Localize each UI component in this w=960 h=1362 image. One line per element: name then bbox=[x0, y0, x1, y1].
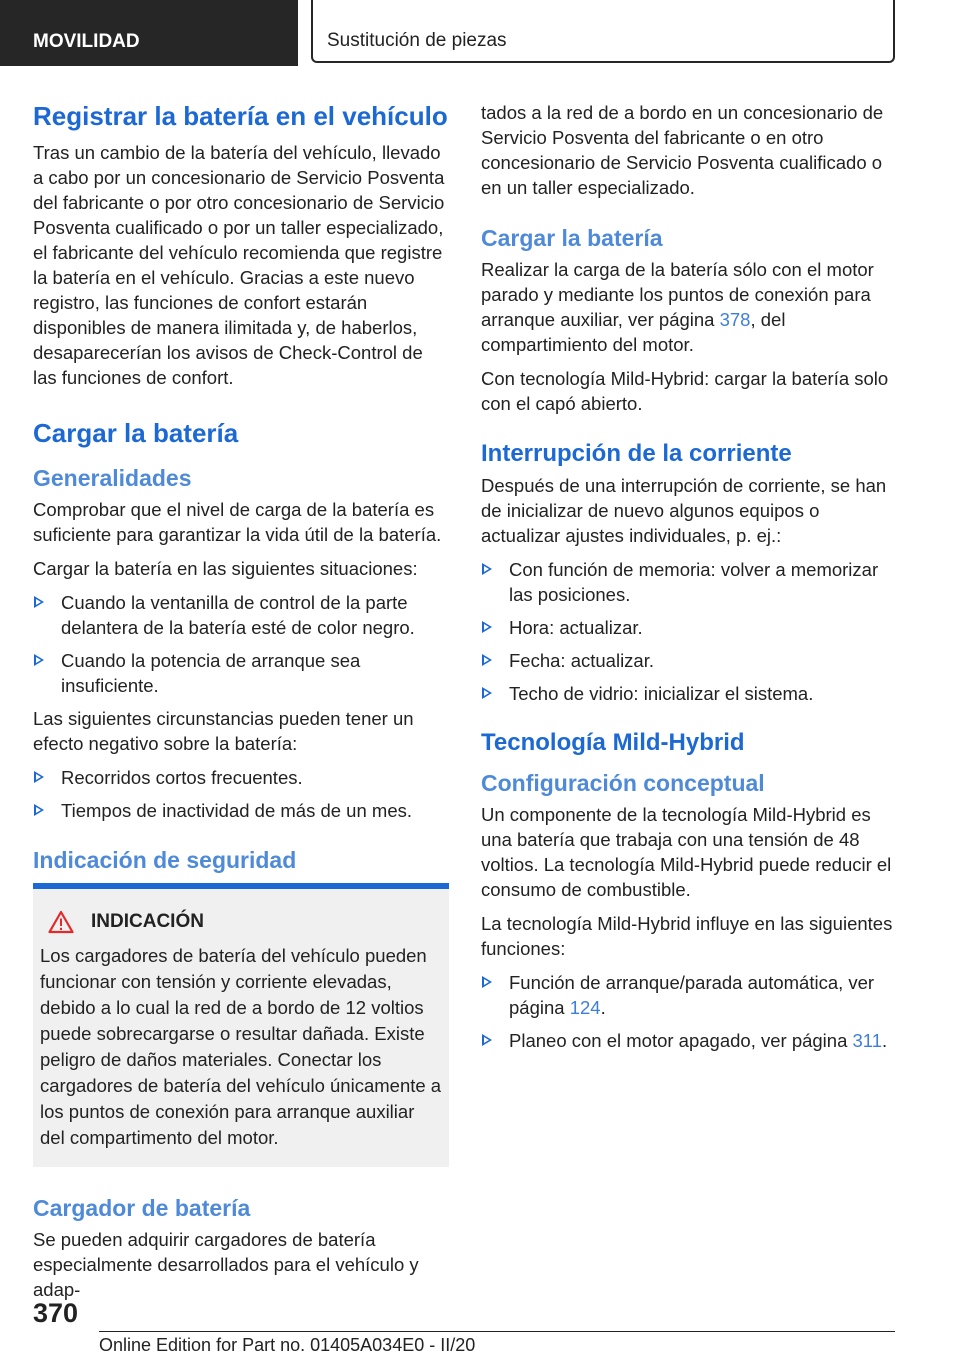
notice-title bbox=[40, 909, 442, 935]
paragraph-config-1: Un componente de la tecnología Mild-Hybrid es una batería que trabaja con una tensión de 48 voltios. La tecnología Mild-Hybrid puede reducir el consumo de combustible. bbox=[481, 804, 892, 900]
list-interrupcion bbox=[481, 557, 897, 706]
triangle-bullet-icon bbox=[482, 621, 492, 633]
notice-text: Los cargadores de batería del vehículo pueden funcionar con tensión y corriente elevadas, debido a lo cual la red de a bordo de 12 voltios puede sobrecargarse o resultar dañada. Existe peligro de daños materiales. Conectar los cargadores de batería del vehículo únicamente a los puntos de conexión para arranque auxiliar del compartimento del motor. bbox=[40, 945, 442, 1148]
page-link-311[interactable]: 311 bbox=[852, 1030, 883, 1051]
heading-cargador-bateria: Cargador de batería bbox=[33, 1195, 251, 1221]
heading-cargar-bateria: Cargar la batería bbox=[33, 418, 239, 448]
heading-indicacion-seguridad: Indicación de seguridad bbox=[33, 847, 297, 873]
triangle-bullet-icon bbox=[482, 687, 492, 699]
paragraph-cargar-2: Con tecnología Mild-Hybrid: cargar la batería solo con el capó abierto. bbox=[481, 368, 889, 414]
paragraph-generalidades-2: Cargar la batería en las siguientes situaciones: bbox=[33, 558, 418, 579]
list-item: Planeo con el motor apagado, ver página 311. bbox=[481, 1028, 897, 1053]
heading-interrupcion-corriente: Interrupción de la corriente bbox=[481, 440, 792, 467]
chapter-title: Sustitución de piezas bbox=[311, 0, 895, 63]
paragraph-cargar-1: Realizar la carga de la batería sólo con el motor parado y mediante los puntos de conexión para arranque auxiliar, ver página 378, del compartimiento del motor. bbox=[481, 259, 874, 355]
paragraph-cargador-cont: tados a la red de a bordo en un concesionario de Servicio Posventa del fabricante o en otro concesionario de Servicio Posventa cualificado o en un taller especializado. bbox=[481, 102, 884, 198]
list-item: Función de arranque/parada automática, ver página 124. bbox=[481, 970, 897, 1020]
section-tab: MOVILIDAD bbox=[0, 0, 298, 66]
triangle-bullet-icon bbox=[34, 596, 44, 608]
triangle-bullet-icon bbox=[34, 654, 44, 666]
paragraph-interrupcion: Después de una interrupción de corriente, se han de inicializar de nuevo algunos equipos o actualizar ajustes individuales, p. ej.: bbox=[481, 475, 887, 546]
paragraph-config-2: La tecnología Mild-Hybrid influye en las siguientes funciones: bbox=[481, 913, 893, 959]
right-column bbox=[481, 100, 897, 1061]
list-item: Tiempos de inactividad de más de un mes. bbox=[33, 798, 449, 823]
triangle-bullet-icon bbox=[482, 1034, 492, 1046]
triangle-bullet-icon bbox=[482, 654, 492, 666]
list-item: Recorridos cortos frecuentes. bbox=[33, 765, 449, 790]
safety-notice-box bbox=[33, 883, 449, 1167]
list-item: Techo de vidrio: inicializar el sistema. bbox=[481, 681, 897, 706]
page-header bbox=[0, 0, 960, 66]
list-efecto-negativo bbox=[33, 765, 449, 823]
triangle-bullet-icon bbox=[34, 771, 44, 783]
paragraph-generalidades-1: Comprobar que el nivel de carga de la batería es suficiente para garantizar la vida útil de la batería. bbox=[33, 499, 442, 545]
list-situaciones bbox=[33, 590, 449, 698]
paragraph-cargador: Se pueden adquirir cargadores de batería especialmente desarrollados para el vehículo y adap- bbox=[33, 1229, 419, 1300]
heading-generalidades: Generalidades bbox=[33, 465, 192, 491]
heading-tecnologia-mild-hybrid: Tecnología Mild-Hybrid bbox=[481, 729, 745, 756]
page-link-378[interactable]: 378 bbox=[719, 309, 751, 330]
heading-registrar-bateria: Registrar la batería en el vehículo bbox=[33, 101, 448, 131]
list-funciones bbox=[481, 970, 897, 1053]
footer-divider bbox=[99, 1331, 895, 1332]
triangle-bullet-icon bbox=[34, 804, 44, 816]
page-link-124[interactable]: 124 bbox=[569, 997, 601, 1018]
page-number: 370 bbox=[33, 1298, 79, 1328]
list-item: Cuando la ventanilla de control de la parte delantera de la batería esté de color negro. bbox=[33, 590, 449, 640]
edition-footer: Online Edition for Part no. 01405A034E0 - II/20 bbox=[99, 1335, 476, 1355]
left-column bbox=[33, 100, 449, 1311]
list-item: Fecha: actualizar. bbox=[481, 648, 897, 673]
paragraph-generalidades-3: Las siguientes circunstancias pueden tener un efecto negativo sobre la batería: bbox=[33, 708, 414, 754]
paragraph-registrar: Tras un cambio de la batería del vehículo, llevado a cabo por un concesionario de Servicio Posventa del fabricante o por otro concesionario de Servicio Posventa cualificado o por un taller especializado, el fabricante del vehículo recomienda que registre la batería en el vehículo. Gracias a este nuevo registro, las funciones de confort estarán disponibles de manera ilimitada y, de haberlos, desaparecerían los avisos de Check-Control de las funciones de confort. bbox=[33, 142, 445, 388]
notice-label: INDICACIÓN bbox=[91, 911, 204, 932]
triangle-bullet-icon bbox=[482, 976, 492, 988]
list-item: Hora: actualizar. bbox=[481, 615, 897, 640]
list-item: Cuando la potencia de arranque sea insuficiente. bbox=[33, 648, 449, 698]
triangle-bullet-icon bbox=[482, 563, 492, 575]
heading-configuracion-conceptual: Configuración conceptual bbox=[481, 770, 765, 796]
heading-cargar-bateria-sub: Cargar la batería bbox=[481, 225, 663, 251]
warning-triangle-icon bbox=[48, 910, 74, 934]
list-item: Con función de memoria: volver a memorizar las posiciones. bbox=[481, 557, 897, 607]
